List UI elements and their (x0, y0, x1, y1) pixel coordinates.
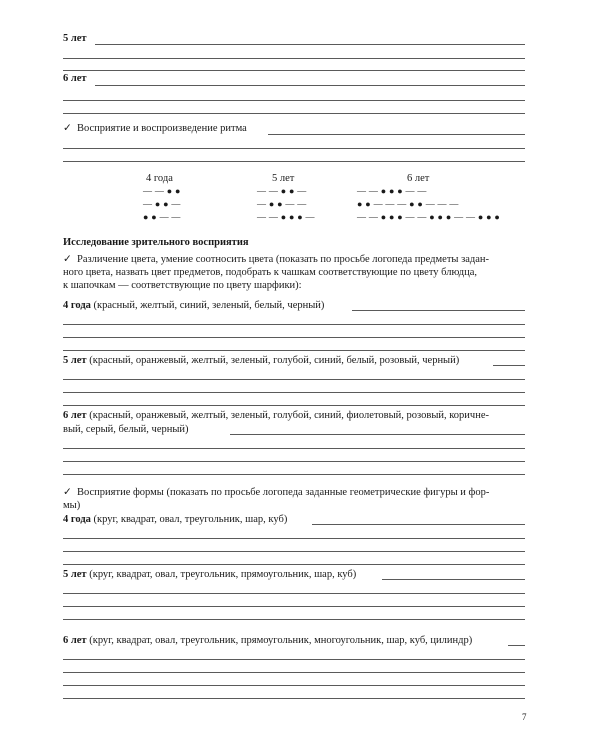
answer-line[interactable] (508, 645, 525, 646)
answer-line[interactable] (63, 606, 525, 607)
answer-line[interactable] (63, 148, 525, 149)
answer-line[interactable] (63, 593, 525, 594)
form-item (63, 486, 528, 512)
answer-line[interactable] (63, 619, 525, 620)
rhythm-title-6: 6 лет (407, 173, 430, 184)
answer-line[interactable] (63, 100, 525, 101)
age-label-6: 6 лет (63, 635, 87, 646)
answer-line[interactable] (63, 405, 525, 406)
color-item-line: Различение цвета, умение соотносить цвета (показать по просьбе логопеда предметы задан- (77, 254, 490, 265)
color6-list-cont: вый, серый, белый, черный) (63, 424, 189, 435)
answer-line[interactable] (95, 85, 525, 86)
form5-list: (круг, квадрат, овал, треугольник, прямоугольник, шар, куб) (89, 569, 357, 580)
color-item-line: к шапочкам — соответствующие по цвету шарфики): (63, 280, 302, 291)
answer-line[interactable] (63, 392, 525, 393)
age-label-5-top: 5 лет (63, 33, 87, 44)
answer-line[interactable] (352, 310, 525, 311)
rhythm-item-label: Восприятие и воспроизведение ритма (77, 123, 247, 134)
rhythm-item (63, 122, 247, 135)
rhythm-pattern: ● ● — — — ● ● — — — (357, 199, 459, 209)
form-item-line: Восприятие формы (показать по просьбе логопеда заданные геометрические фигуры и фор- (77, 487, 490, 498)
form4-row (63, 513, 287, 526)
answer-line[interactable] (63, 461, 525, 462)
checkmark-icon: ✓ (63, 254, 72, 265)
age-label-5: 5 лет (63, 355, 87, 366)
answer-line[interactable] (63, 324, 525, 325)
answer-line[interactable] (63, 659, 525, 660)
rhythm-pattern: — — ● ● — (257, 186, 307, 196)
rhythm-pattern: — — ● ● ● — — ● ● ● — — ● ● ● (357, 212, 501, 222)
color6-row (63, 409, 528, 422)
answer-line[interactable] (63, 474, 525, 475)
rhythm-title-4: 4 года (146, 173, 173, 184)
answer-line[interactable] (63, 379, 525, 380)
answer-line[interactable] (95, 44, 525, 45)
answer-line[interactable] (312, 524, 525, 525)
answer-line[interactable] (63, 350, 525, 351)
rhythm-pattern: — — ● ● ● — (257, 212, 315, 222)
form6-row (63, 634, 472, 647)
answer-line[interactable] (63, 161, 525, 162)
answer-line[interactable] (63, 551, 525, 552)
rhythm-title-5: 5 лет (272, 173, 295, 184)
answer-line[interactable] (63, 564, 525, 565)
rhythm-pattern: — — ● ● (143, 186, 181, 196)
answer-line[interactable] (63, 672, 525, 673)
page-number: 7 (522, 712, 527, 722)
age-label-4: 4 года (63, 514, 91, 525)
checkmark-icon: ✓ (63, 123, 72, 134)
rhythm-pattern: — — ● ● ● — — (357, 186, 427, 196)
answer-line[interactable] (63, 58, 525, 59)
answer-line[interactable] (63, 685, 525, 686)
answer-line[interactable] (63, 113, 525, 114)
answer-line[interactable] (230, 434, 525, 435)
form6-list: (круг, квадрат, овал, треугольник, прямоугольник, многоугольник, шар, куб, цилиндр) (89, 635, 473, 646)
color4-row (63, 299, 324, 312)
answer-line[interactable] (268, 134, 525, 135)
checkmark-icon: ✓ (63, 487, 72, 498)
color5-row (63, 354, 459, 367)
age-label-5: 5 лет (63, 569, 87, 580)
answer-line[interactable] (63, 698, 525, 699)
rhythm-pattern: — ● ● — (143, 199, 181, 209)
answer-line[interactable] (63, 70, 525, 71)
color-item (63, 253, 528, 292)
age-label-6-top: 6 лет (63, 73, 87, 84)
age-label-6: 6 лет (63, 410, 87, 421)
answer-line[interactable] (382, 579, 525, 580)
color4-list: (красный, желтый, синий, зеленый, белый, черный) (93, 300, 325, 311)
age-label-4: 4 года (63, 300, 91, 311)
section-heading: Исследование зрительного восприятия (63, 237, 249, 248)
answer-line[interactable] (63, 337, 525, 338)
answer-line[interactable] (493, 365, 525, 366)
color6-list: (красный, оранжевый, желтый, зеленый, голубой, синий, фиолетовый, розовый, коричне- (89, 410, 489, 421)
form-item-line: мы) (63, 500, 81, 511)
answer-line[interactable] (63, 448, 525, 449)
color-item-line: ного цвета, назвать цвет предметов, подобрать к чашкам соответствующие по цвету блюдца, (63, 267, 478, 278)
rhythm-pattern: ● ● — — (143, 212, 181, 222)
color5-list: (красный, оранжевый, желтый, зеленый, голубой, синий, белый, розовый, черный) (89, 355, 460, 366)
form4-list: (круг, квадрат, овал, треугольник, шар, куб) (93, 514, 288, 525)
rhythm-pattern: — ● ● — — (257, 199, 307, 209)
answer-line[interactable] (63, 538, 525, 539)
form5-row (63, 568, 356, 581)
